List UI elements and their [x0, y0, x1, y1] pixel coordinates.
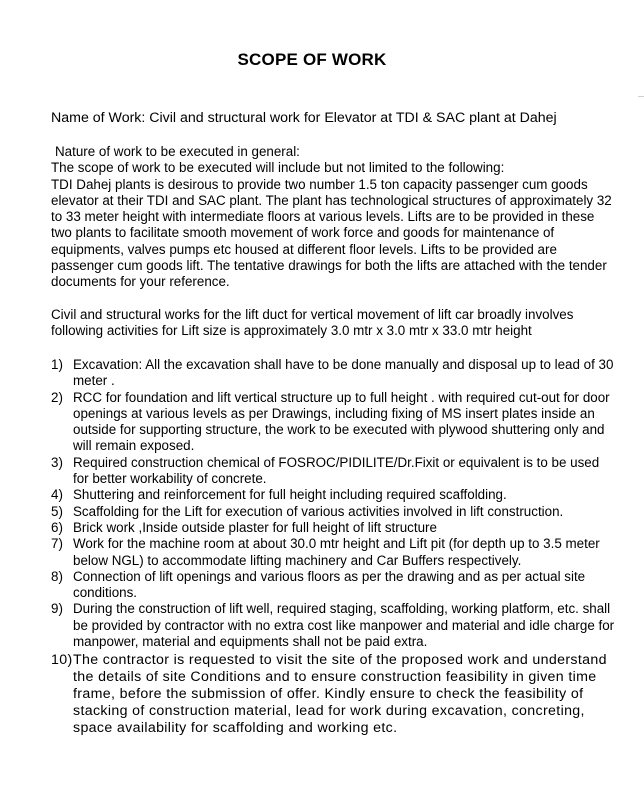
list-item-text: Excavation: All the excavation shall have to be done manually and disposal up to lead of 30 meter .: [73, 357, 614, 389]
list-item-text: Scaffolding for the Lift for execution of various activities involved in lift construction.: [73, 503, 564, 519]
list-item: [51, 520, 616, 536]
list-item-number: 4): [51, 487, 63, 503]
name-of-work-line: Name of Work: Civil and structural work for Elevator at TDI & SAC plant at Dahej: [51, 110, 557, 126]
nature-heading: Nature of work to be executed in general:: [55, 144, 300, 159]
list-item: [51, 455, 616, 488]
list-item-number: 2): [51, 389, 63, 405]
list-item-number: 7): [51, 536, 63, 552]
list-item-number: 9): [51, 601, 63, 617]
nature-body: TDI Dahej plants is desirous to provide two number 1.5 ton capacity passenger cum goods elevator at their TDI and SAC plant. The plant has technological structures of approximately 32 to 33 meter height with intermediate floors at various levels. Lifts are to be provided in these two plants to facilitate smooth movement of work force and goods for maintenance of equipments, valves pumps etc housed at different floor levels. Lifts to be provided are passenger cum goods lift. The tentative drawings for both the lifts are attached with the tender documents for your reference.: [51, 176, 612, 290]
list-item-number: 5): [51, 503, 63, 519]
list-item-text: Work for the machine room at about 30.0 mtr height and Lift pit (for depth up to 3.5 meter below NGL) to accommodate lifting machinery and Car Buffers respectively.: [73, 536, 600, 568]
page-edge-mark: [638, 96, 644, 97]
list-item: [51, 487, 616, 503]
list-item-number: 6): [51, 519, 63, 535]
nature-intro: The scope of work to be executed will include but not limited to the following:: [51, 160, 505, 176]
nature-section: [51, 144, 616, 291]
list-item: [51, 652, 616, 737]
list-item-number: 10): [51, 652, 73, 669]
activity-list: [51, 357, 616, 737]
list-item-text: The contractor is requested to visit the site of the proposed work and understand the details of site Conditions and to ensure construction feasibility in given time frame, before the submission of offer. Kindly ensure to check the feasibility of stacking of construction material, lead for work during excavation, concreting, space availability for scaffolding and working etc.: [73, 652, 607, 737]
document-title: SCOPE OF WORK: [237, 50, 387, 69]
list-item: [51, 536, 616, 569]
list-item-text: Shuttering and reinforcement for full height including required scaffolding.: [73, 487, 507, 503]
civil-intro: Civil and structural works for the lift duct for vertical movement of lift car broadly involves following activities for Lift size is approximately 3.0 mtr x 3.0 mtr x 33.0 mtr height: [51, 307, 574, 339]
list-item-text: RCC for foundation and lift vertical structure up to full height . with required cut-out for door openings at various levels as per Drawings, including fixing of MS insert plates inside an outside for supporting structure, the work to be executed with plywood shuttering only and will remain exposed.: [73, 389, 610, 454]
list-item-number: 8): [51, 568, 63, 584]
list-item: [51, 569, 616, 602]
list-item-text: Connection of lift openings and various floors as per the drawing and as per actual site conditions.: [73, 568, 586, 601]
list-item: [51, 390, 616, 455]
list-item-text: Brick work ,Inside outside plaster for full height of lift structure: [73, 519, 437, 535]
list-item: [51, 601, 616, 650]
list-item-text: Required construction chemical of FOSROC/PIDILITE/Dr.Fixit or equivalent is to be used for better workability of concrete.: [73, 454, 600, 487]
list-item: [51, 357, 616, 390]
list-item-number: 1): [51, 357, 63, 372]
list-item-text: During the construction of lift well, required staging, scaffolding, working platform, etc. shall be provided by contractor with no extra cost like manpower and material and idle charge for manpower, material and equipments shall not be paid extra.: [73, 601, 615, 650]
list-item-number: 3): [51, 454, 63, 470]
list-item: [51, 504, 616, 520]
